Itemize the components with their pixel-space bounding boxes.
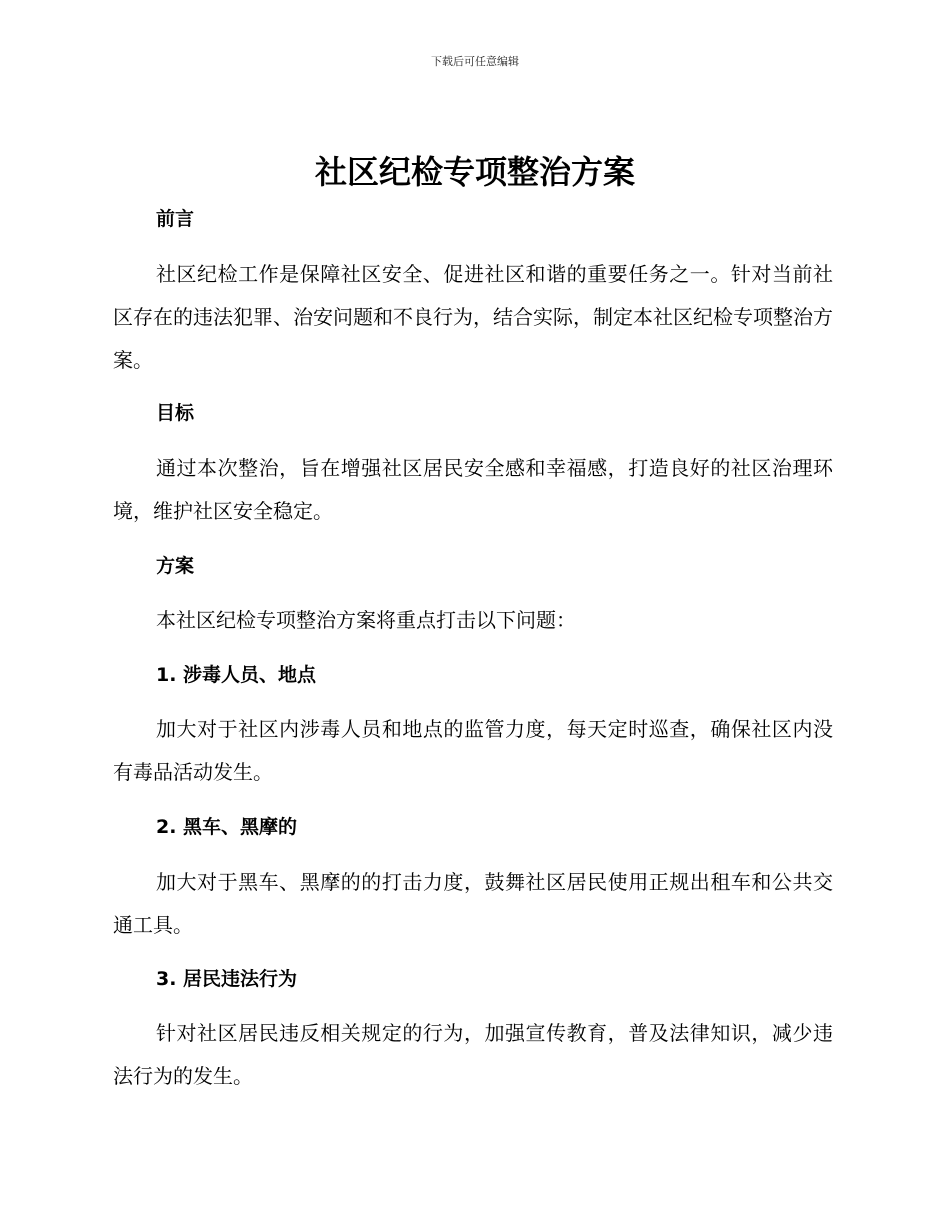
document-title: 社区纪检专项整治方案 bbox=[314, 153, 635, 191]
section-text-preface: 社区纪检工作是保障社区安全、促进社区和谐的重要任务之一。针对当前社区存在的违法犯罪、治安问题和不良行为，结合实际，制定本社区纪检专项整治方案。 bbox=[113, 262, 833, 372]
section-text-plan: 本社区纪检专项整治方案将重点打击以下问题： bbox=[156, 608, 576, 632]
section-text-item-2: 加大对于黑车、黑摩的的打击力度，鼓舞社区居民使用正规出租车和公共交通工具。 bbox=[113, 870, 833, 937]
section-text-item-1: 加大对于社区内涉毒人员和地点的监管力度，每天定时巡查，确保社区内没有毒品活动发生。 bbox=[113, 717, 833, 784]
section-heading-item-2: 2. 黑车、黑摩的 bbox=[156, 816, 298, 838]
section-text-item-3: 针对社区居民违反相关规定的行为，加强宣传教育，普及法律知识，减少违法行为的发生。 bbox=[113, 1021, 833, 1088]
page-header-note: 下载后可任意编辑 bbox=[431, 55, 519, 68]
section-heading-plan: 方案 bbox=[156, 555, 195, 577]
section-heading-item-1: 1. 涉毒人员、地点 bbox=[156, 664, 317, 686]
section-text-goal: 通过本次整治，旨在增强社区居民安全感和幸福感，打造良好的社区治理环境，维护社区安全稳定。 bbox=[113, 456, 833, 523]
section-heading-item-3: 3. 居民违法行为 bbox=[156, 968, 298, 990]
section-heading-goal: 目标 bbox=[156, 402, 195, 424]
section-heading-preface: 前言 bbox=[156, 208, 195, 230]
